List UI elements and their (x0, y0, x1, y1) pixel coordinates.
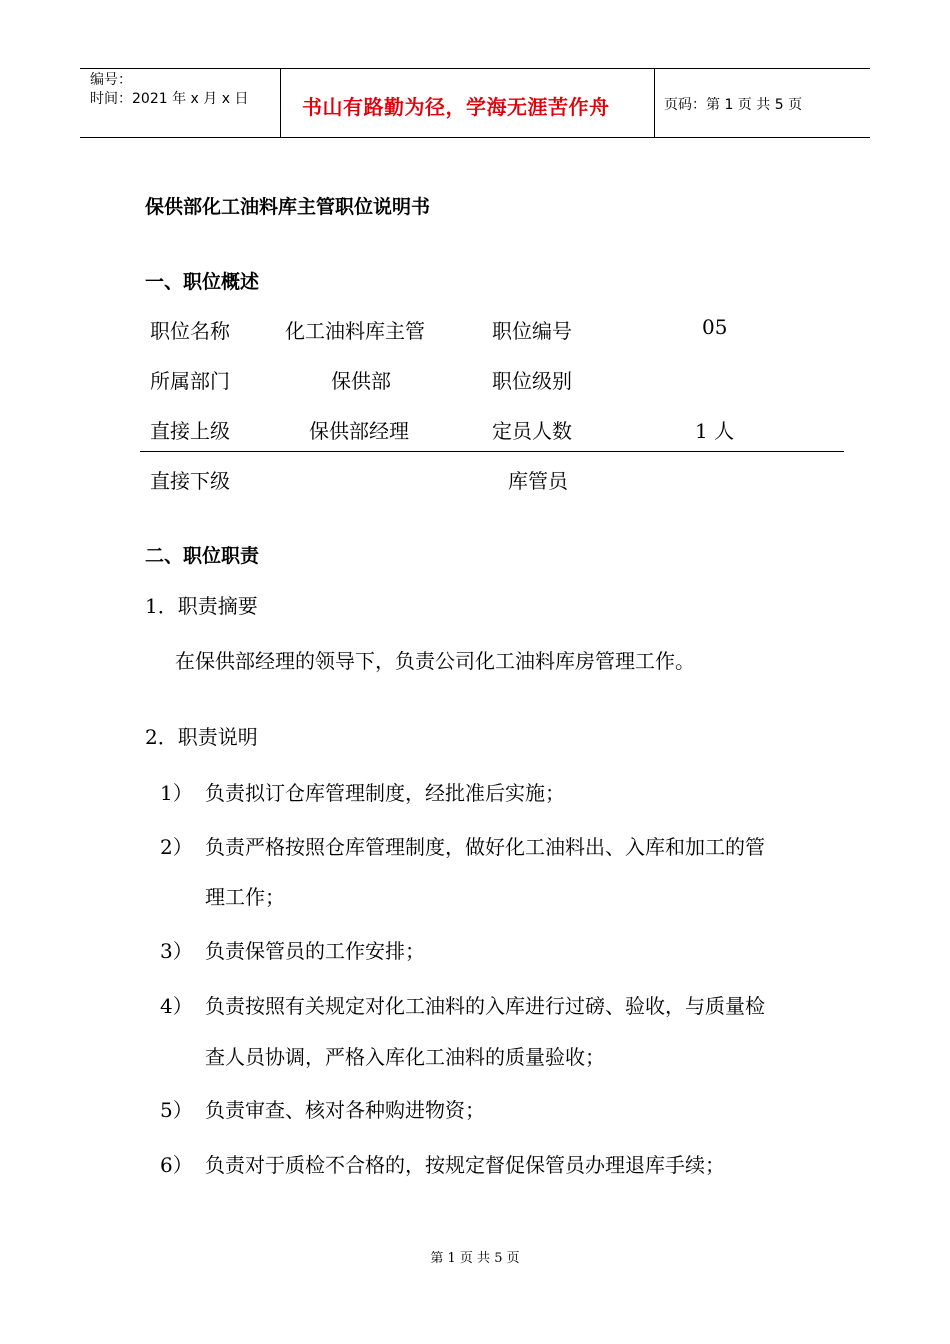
header-meta (90, 71, 248, 109)
item-text-continued: 查人员协调，严格入库化工油料的质量验收； (205, 1045, 605, 1069)
header-page-info: 页码：第 1 页 共 5 页 (664, 97, 803, 113)
item-text: 负责审查、核对各种购进物资； (205, 1098, 485, 1122)
summary-label: 1．职责摘要 (145, 594, 258, 618)
header-motto: 书山有路勤为径，学海无涯苦作舟 (302, 95, 610, 119)
doc-number-label: 编号： (90, 72, 132, 88)
field-label: 所属部门 (150, 369, 230, 393)
item-number: 6） (160, 1153, 193, 1177)
field-value: 保供部 (331, 369, 391, 393)
item-text: 负责按照有关规定对化工油料的入库进行过磅、验收，与质量检 (205, 994, 765, 1018)
section-1-heading: 一、职位概述 (145, 271, 260, 293)
item-text-continued: 理工作； (205, 885, 285, 909)
section-2-heading: 二、职位职责 (145, 545, 260, 567)
header-divider (280, 69, 281, 137)
item-number: 4） (160, 994, 193, 1018)
item-number: 3） (160, 939, 193, 963)
field-label: 直接下级 (150, 469, 230, 493)
description-label: 2．职责说明 (145, 725, 258, 749)
field-label: 职位级别 (492, 369, 572, 393)
field-value: 05 (702, 315, 728, 339)
document-title: 保供部化工油料库主管职位说明书 (145, 196, 431, 218)
field-label: 职位编号 (492, 319, 572, 343)
field-value: 保供部经理 (309, 419, 409, 443)
item-text: 负责拟订仓库管理制度，经批准后实施； (205, 781, 565, 805)
page-footer: 第 1 页 共 5 页 (430, 1251, 520, 1266)
page-header (80, 68, 870, 138)
item-number: 5） (160, 1098, 193, 1122)
doc-time-label: 时间：2021 年 x 月 x 日 (90, 91, 249, 107)
table-rule (140, 451, 844, 452)
field-label: 定员人数 (492, 419, 572, 443)
item-text: 负责严格按照仓库管理制度，做好化工油料出、入库和加工的管 (205, 835, 765, 859)
summary-text: 在保供部经理的领导下，负责公司化工油料库房管理工作。 (175, 649, 695, 673)
field-value: 库管员 (508, 469, 568, 493)
field-label: 直接上级 (150, 419, 230, 443)
item-text: 负责对于质检不合格的，按规定督促保管员办理退库手续； (205, 1153, 725, 1177)
field-value: 1 人 (695, 419, 735, 443)
item-text: 负责保管员的工作安排； (205, 939, 425, 963)
header-divider (654, 69, 655, 137)
field-label: 职位名称 (150, 319, 230, 343)
field-value: 化工油料库主管 (285, 319, 425, 343)
item-number: 2） (160, 835, 193, 859)
item-number: 1） (160, 781, 193, 805)
